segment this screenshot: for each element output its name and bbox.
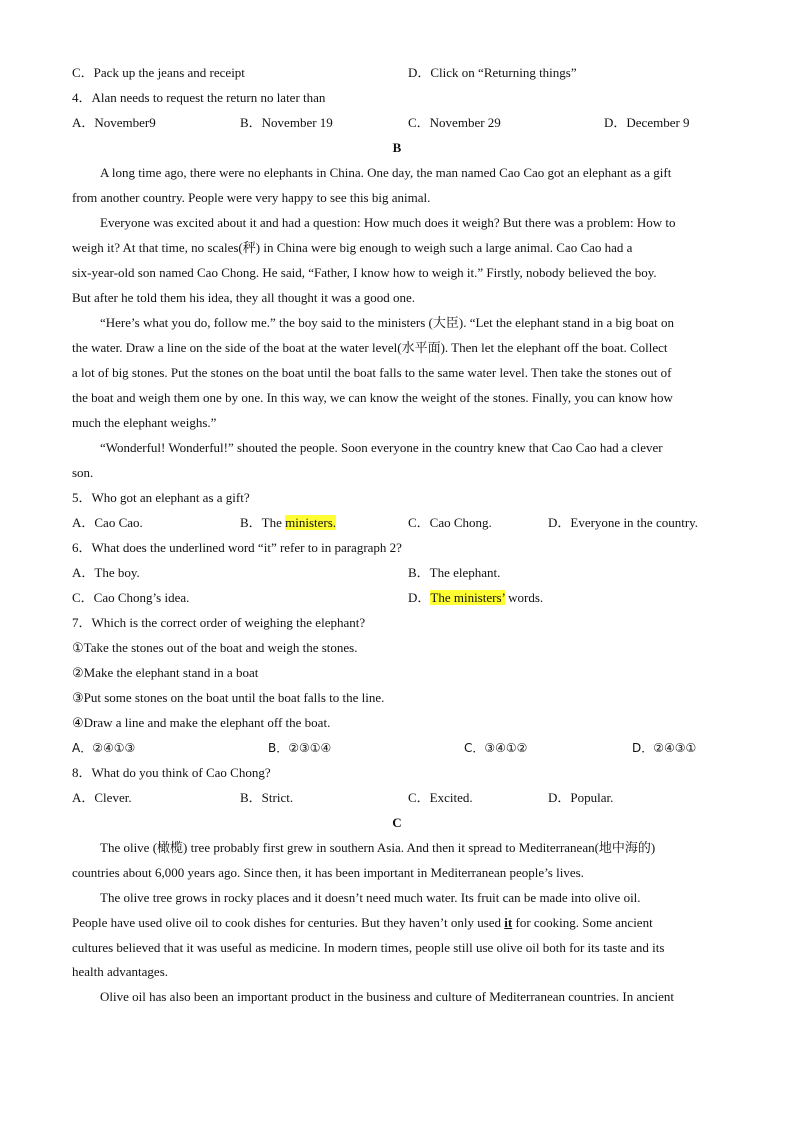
passage-b-line: son. — [72, 465, 94, 480]
q7-stem: 7．Which is the correct order of weighing the elephant? — [72, 615, 366, 630]
q8-option-b[interactable]: B．Strict. — [240, 790, 294, 805]
bold-underlined-word: it — [504, 915, 513, 930]
q7-step: ③Put some stones on the boat until the boat falls to the line. — [72, 690, 385, 705]
passage-c-text: People have used olive oil to cook dishes for centuries. But they haven’t only used — [72, 915, 505, 930]
q4-stem: 4．Alan needs to request the return no later than — [72, 90, 326, 105]
q4-option-d[interactable]: D．December 9 — [604, 115, 690, 130]
q6-stem-post: ” refer to in paragraph 2? — [270, 540, 402, 555]
q6-option-d-prefix: D． — [408, 590, 431, 605]
passage-b-line: Everyone was excited about it and had a question: How much does it weigh? But there was a problem: How to — [100, 215, 676, 230]
q6-stem-word: it — [263, 540, 271, 555]
q4-option-a[interactable]: A．November9 — [72, 115, 156, 130]
passage-c-line: health advantages. — [72, 964, 169, 979]
q5-option-a[interactable]: A．Cao Cao. — [72, 515, 143, 530]
passage-b-line: “Wonderful! Wonderful!” shouted the people. Soon everyone in the country knew that Cao Cao had a clever — [100, 440, 663, 455]
q5-option-c[interactable]: C．Cao Chong. — [408, 515, 492, 530]
q6-option-c[interactable]: C．Cao Chong’s idea. — [72, 590, 190, 605]
q6-option-b[interactable]: B．The elephant. — [408, 565, 501, 580]
passage-c-line — [72, 914, 724, 932]
passage-b-line: But after he told them his idea, they all thought it was a good one. — [72, 290, 415, 305]
passage-b-line: the boat and weigh them one by one. In this way, we can know the weight of the stones. Finally, you can know how — [72, 390, 673, 405]
q5-stem: 5．Who got an elephant as a gift? — [72, 490, 250, 505]
q6-option-d-suffix: words. — [504, 590, 544, 605]
q5-option-b-prefix: B．The — [240, 515, 286, 530]
q6-option-d[interactable] — [408, 589, 543, 607]
q5-option-b[interactable] — [240, 514, 336, 532]
passage-c-line: countries about 6,000 years ago. Since then, it has been important in Mediterranean people’s lives. — [72, 865, 584, 880]
q4-option-c[interactable]: C．November 29 — [408, 115, 501, 130]
passage-b-line: from another country. People were very happy to see this big animal. — [72, 190, 431, 205]
passage-b-line: weigh it? At that time, no scales(秤) in China were big enough to weigh such a large animal. Cao Cao had a — [72, 240, 633, 255]
q5-option-d[interactable]: D．Everyone in the country. — [548, 515, 699, 530]
passage-b-line: six-year-old son named Cao Chong. He said, “Father, I know how to weigh it.” Firstly, nobody believed the boy. — [72, 265, 657, 280]
passage-c-text: for cooking. Some ancient — [512, 915, 653, 930]
passage-b-line: the water. Draw a line on the side of the boat at the water level(水平面). Then let the elephant off the boat. Collect — [72, 340, 668, 355]
q6-stem-pre: 6．What does the underlined word “ — [72, 540, 264, 555]
q8-option-a[interactable]: A．Clever. — [72, 790, 132, 805]
q6-stem — [72, 539, 724, 557]
q7-step: ②Make the elephant stand in a boat — [72, 665, 259, 680]
highlighted-text: The ministers’ — [430, 590, 505, 605]
passage-b-line: much the elephant weighs.” — [72, 415, 217, 430]
q7-step: ①Take the stones out of the boat and weigh the stones. — [72, 640, 358, 655]
section-b-heading: B — [392, 140, 402, 155]
q8-option-c[interactable]: C．Excited. — [408, 790, 473, 805]
q7-option-b[interactable]: B．②③①④ — [268, 741, 332, 755]
passage-c-line: The olive (橄榄) tree probably first grew in southern Asia. And then it spread to Mediterranean(地中海的) — [100, 840, 656, 855]
q7-option-a[interactable]: A．②④①③ — [72, 741, 136, 755]
passage-b-line: A long time ago, there were no elephants in China. One day, the man named Cao Cao got an elephant as a gift — [100, 165, 672, 180]
q6-option-a[interactable]: A．The boy. — [72, 565, 140, 580]
passage-c-line: The olive tree grows in rocky places and it doesn’t need much water. Its fruit can be made into olive oil. — [100, 890, 641, 905]
passage-b-line: a lot of big stones. Put the stones on the boat until the boat falls to the same water level. Then take the stones out of — [72, 365, 672, 380]
passage-c-line: cultures believed that it was useful as medicine. In modern times, people still use olive oil both for its taste and its — [72, 940, 665, 955]
q3-option-c[interactable]: C．Pack up the jeans and receipt — [72, 65, 245, 80]
q4-option-b[interactable]: B．November 19 — [240, 115, 333, 130]
highlighted-text: ministers. — [285, 515, 337, 530]
q7-step: ④Draw a line and make the elephant off the boat. — [72, 715, 331, 730]
passage-b-line: “Here’s what you do, follow me.” the boy said to the ministers (大臣). “Let the elephant stand in a big boat on — [100, 315, 675, 330]
q3-option-d[interactable]: D．Click on “Returning things” — [408, 65, 577, 80]
section-c-heading: C — [392, 815, 402, 830]
passage-c-line: Olive oil has also been an important product in the business and culture of Mediterranean countries. In ancient — [100, 989, 674, 1004]
q8-option-d[interactable]: D．Popular. — [548, 790, 614, 805]
q7-option-c[interactable]: C．③④①② — [464, 741, 528, 755]
q8-stem: 8．What do you think of Cao Chong? — [72, 765, 271, 780]
q7-option-d[interactable]: D．②④③① — [632, 741, 697, 755]
